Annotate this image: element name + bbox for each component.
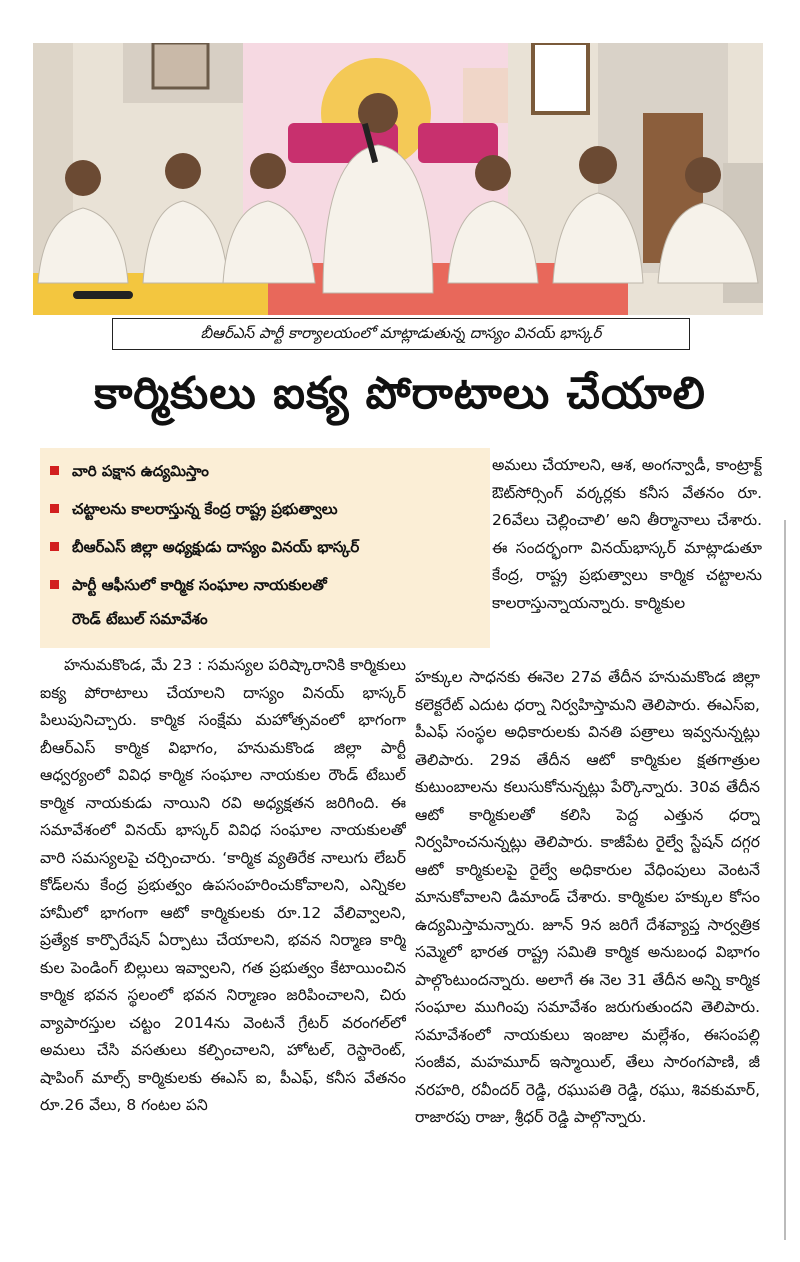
article-right-column-bottom [415, 664, 760, 1234]
news-photo [33, 43, 763, 315]
highlight-text: పార్టీ ఆఫీసులో కార్మిక సంఘాల నాయకులతో [72, 576, 327, 594]
article-paragraph: హక్కుల సాధనకు ఈనెల 27వ తేదీన హనుమకొండ జిల్లా కలెక్టరేట్ ఎదుట ధర్నా నిర్వహిస్తామని తెలిపారు. ఈఎస్ఐ, పీఎఫ్ సంస్థల అధికారులకు వినతి పత్రాలు ఇవ్వనున్నట్లు తెలిపారు. 29వ తేదీన ఆటో కార్మికుల క్షతగాత్రుల కుటుంబాలను కలుసుకోనున్నట్లు పేర్కొన్నారు. 30వ తేదీన ఆటో కార్మికులతో కలిసి పెద్ద ఎత్తున ధర్నా నిర్వహించనున్నట్లు తెలిపారు. కాజీపేట రైల్వే స్టేషన్ దగ్గర ఆటో కార్మికులపై రైల్వే అధికారుల వేధింపులు వెంటనే మానుకోవాలని డిమాండ్ చేశారు. కార్మికుల హక్కుల కోసం ఉద్యమిస్తామన్నారు. జూన్ 9న జరిగే దేశవ్యాప్త సార్వత్రిక సమ్మెలో భారత రాష్ట్ర సమితి కార్మిక అనుబంధ విభాగం పాల్గొంటుందన్నారు. అలాగే ఈ నెల 31 తేదీన అన్ని కార్మిక సంఘాల ముగింపు సమావేశం జరుగుతుందని తెలిపారు. సమావేశంలో నాయకులు ఇంజాల మల్లేశం, ఈసంపల్లి సంజీవ, మహమూద్ ఇస్మాయిల్, తేలు సారంగపాణి, జీ నరహరి, రవీందర్ రెడ్డి, రఘుపతి రెడ్డి, రఘు, శివకుమార్, రాజారపు రాజు, శ్రీధర్ రెడ్డి పాల్గొన్నారు. [415, 668, 760, 1126]
article-left-column [40, 652, 406, 1230]
bullet-icon [50, 542, 59, 551]
highlights-box [40, 448, 490, 648]
highlight-item [50, 536, 482, 558]
highlight-text: చట్టాలను కాలరాస్తున్న కేంద్ర రాష్ట్ర ప్రభుత్వాలు [72, 500, 338, 518]
highlight-text: బీఆర్ఎస్ జిల్లా అధ్యక్షుడు దాస్యం వినయ్ భాస్కర్ [72, 538, 360, 556]
article-right-column-top [492, 452, 762, 662]
highlight-text: వారి పక్షాన ఉద్యమిస్తాం [72, 462, 209, 480]
highlight-item [50, 574, 482, 596]
article-paragraph: హనుమకొండ, మే 23 : సమస్యల పరిష్కారానికి కార్మికులు ఐక్య పోరాటాలు చేయాలని దాస్యం వినయ్ భాస్కర్ పిలుపునిచ్చారు. కార్మిక సంక్షేమ మహోత్సవంలో భాగంగా బీఆర్ఎస్ కార్మిక విభాగం, హనుమకొండ జిల్లా పార్టీ ఆధ్వర్యంలో వివిధ కార్మిక సంఘాల నాయకుల రౌండ్ టేబుల్ కార్మిక నాయకుడు నాయిని రవి అధ్యక్షతన జరిగింది. ఈ సమావేశంలో వినయ్ భాస్కర్ వివిధ సంఘాల నాయకులతో వారి సమస్యలపై చర్చించారు. ‘కార్మిక వ్యతిరేక నాలుగు లేబర్ కోడ్‌లను కేంద్ర ప్రభుత్వం ఉపసంహరించుకోవాలని, ఎన్నికల హామీలో భాగంగా ఆటో కార్మికులకు రూ.12 వేలివ్వాలని, ప్రత్యేక కార్పొరేషన్ ఏర్పాటు చేయాలని, భవన నిర్మాణ కార్మి కుల పెండింగ్ బిల్లులు ఇవ్వాలని, గత ప్రభుత్వం కేటాయించిన కార్మిక భవన స్థలంలో భవన నిర్మాణం జరిపించాలని, చిరు వ్యాపారస్తుల చట్టం 2014ను వెంటనే గ్రేటర్ వరంగల్‌లో అమలు చేసి వసతులు కల్పించాలని, హోటల్, రెస్టారెంట్, షాపింగ్ మాల్స్ కార్మికులకు ఈఎస్ ఐ, పీఎఫ్, కనీస వేతనం రూ.26 వేలు, 8 గంటల పని [40, 656, 406, 1114]
highlight-text: రౌండ్ టేబుల్ సమావేశం [72, 610, 208, 628]
highlight-item [50, 460, 482, 482]
headline: కార్మికులు ఐక్య పోరాటాలు చేయాలి [94, 368, 706, 419]
photo-caption: బీఆర్ఎస్ పార్టీ కార్యాలయంలో మాట్లాడుతున్న దాస్యం వినయ్ భాస్కర్ [112, 318, 690, 350]
press-meet-photo [33, 43, 763, 315]
bullet-icon [50, 466, 59, 475]
article-paragraph: అమలు చేయాలని, ఆశ, అంగన్వాడీ, కాంట్రాక్ట్ ఔట్‌సోర్సింగ్ వర్కర్లకు కనీస వేతనం రూ. 26వేలు చెల్లించాలి’ అని తీర్మానాలు చేశారు. ఈ సందర్భంగా వినయ్‌భాస్కర్ మాట్లాడుతూ కేంద్ర, రాష్ట్ర ప్రభుత్వాలు కార్మిక చట్టాలను కాలరాస్తున్నాయన్నారు. కార్మికుల [492, 456, 762, 612]
bullet-icon [50, 580, 59, 589]
bullet-icon [50, 504, 59, 513]
highlight-item-continued [50, 608, 482, 630]
column-divider [784, 520, 786, 1240]
highlight-item [50, 498, 482, 520]
